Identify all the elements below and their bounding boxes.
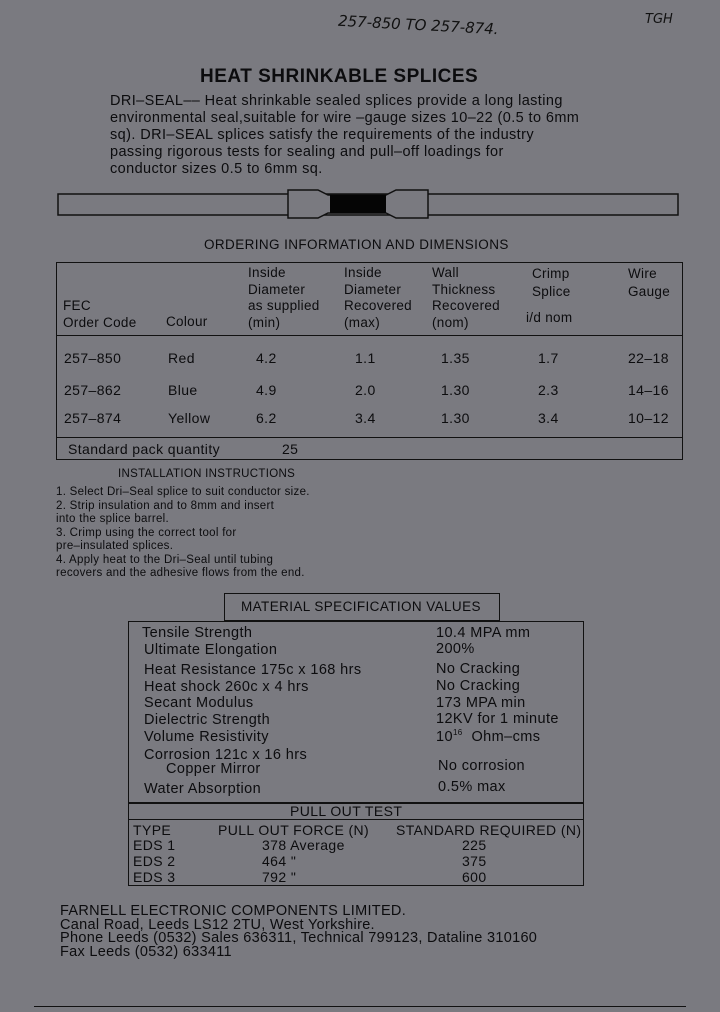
installation-line: 2. Strip insulation and to 8mm and insert <box>56 499 275 512</box>
cell-gauge: 14–16 <box>628 382 669 398</box>
pullout-standard: 375 <box>462 853 487 869</box>
table-row <box>0 350 720 370</box>
spec-label: Tensile Strength <box>142 625 253 641</box>
spec-value: 10.4 MPA mm <box>436 625 531 641</box>
spec-label: Dielectric Strength <box>144 712 271 728</box>
spec-label: Ultimate Elongation <box>144 642 278 658</box>
intro-line: environmental seal,suitable for wire –gauge sizes 10–22 (0.5 to 6mm <box>110 110 580 126</box>
pullout-standard: 225 <box>462 837 487 853</box>
cell-code: 257–874 <box>64 410 122 426</box>
spec-label: Corrosion 121c x 16 hrs <box>144 747 308 763</box>
pullout-header-force: PULL OUT FORCE (N) <box>218 822 370 838</box>
company-name: FARNELL ELECTRONIC COMPONENTS LIMITED. <box>60 903 407 919</box>
spec-label: Secant Modulus <box>144 695 254 711</box>
cell-code: 257–850 <box>64 350 122 366</box>
cell-wall: 1.35 <box>441 350 470 366</box>
company-address <box>60 905 537 959</box>
address-line: Canal Road, Leeds LS12 2TU, West Yorkshire. <box>60 916 375 933</box>
cell-recovered: 1.1 <box>355 350 376 366</box>
cell-gauge: 10–12 <box>628 410 669 426</box>
bottom-rule <box>34 1006 686 1007</box>
pullout-type: EDS 3 <box>133 869 176 885</box>
installation-list <box>56 486 310 581</box>
pullout-force: 464 " <box>262 853 297 869</box>
cell-colour: Red <box>168 350 195 366</box>
fax-line: Fax Leeds (0532) 633411 <box>60 943 232 960</box>
cell-recovered: 2.0 <box>355 382 376 398</box>
installation-line: into the splice barrel. <box>56 513 170 525</box>
installation-line: 3. Crimp using the correct tool for <box>56 526 237 539</box>
installation-line: recovers and the adhesive flows from the end. <box>56 567 305 579</box>
spec-label: Heat Resistance 175c x 168 hrs <box>144 662 362 678</box>
pullout-force: 378 Average <box>262 837 345 853</box>
pack-quantity-value: 25 <box>282 441 299 457</box>
handwritten-range: 257-850 TO 257-874. <box>337 11 499 39</box>
cell-supplied: 4.9 <box>256 382 277 398</box>
header-order-code: FEC Order Code <box>63 298 137 330</box>
page-title: HEAT SHRINKABLE SPLICES <box>200 66 479 87</box>
material-heading: MATERIAL SPECIFICATION VALUES <box>241 599 481 614</box>
cell-code: 257–862 <box>64 382 122 398</box>
intro-paragraph <box>110 93 579 178</box>
header-inside-recovered: Inside Diameter Recovered (max) <box>344 265 412 330</box>
header-inside-supplied: Inside Diameter as supplied (min) <box>248 265 320 330</box>
table-divider <box>56 335 683 336</box>
installation-heading: INSTALLATION INSTRUCTIONS <box>118 468 296 480</box>
table-row <box>0 410 720 430</box>
crimp-barrel <box>330 195 386 213</box>
pullout-standard: 600 <box>462 869 487 885</box>
spec-value: No corrosion <box>438 758 525 774</box>
table-divider <box>56 437 683 438</box>
spec-value: 0.5% max <box>438 779 506 795</box>
spec-label: Copper Mirror <box>166 761 261 777</box>
cell-colour: Yellow <box>168 410 211 426</box>
spec-label: Volume Resistivity <box>144 729 269 745</box>
pullout-header-standard: STANDARD REQUIRED (N) <box>396 822 582 838</box>
header-colour: Colour <box>166 314 208 329</box>
intro-line: conductor sizes 0.5 to 6mm sq. <box>110 161 323 177</box>
cell-crimp: 2.3 <box>538 382 559 398</box>
spec-value: 173 MPA min <box>436 695 526 711</box>
spec-label: Water Absorption <box>144 781 262 797</box>
cell-gauge: 22–18 <box>628 350 669 366</box>
header-wall-thickness: Wall Thickness Recovered (nom) <box>432 265 500 330</box>
cell-wall: 1.30 <box>441 410 470 426</box>
installation-line: 4. Apply heat to the Dri–Seal until tubing <box>56 553 274 566</box>
cell-crimp: 3.4 <box>538 410 559 426</box>
spec-value: $10^{16}$ Ohm–cms <box>436 728 541 745</box>
spec-value: 12KV for 1 minute <box>436 711 559 727</box>
cell-wall: 1.30 <box>441 382 470 398</box>
installation-line: pre–insulated splices. <box>56 540 174 552</box>
pullout-type: EDS 1 <box>133 837 176 853</box>
handwritten-initials: TGH <box>645 12 673 27</box>
table-row <box>0 382 720 402</box>
cell-recovered: 3.4 <box>355 410 376 426</box>
splice-diagram <box>56 186 682 222</box>
phone-line: Phone Leeds (0532) Sales 636311, Technical 799123, Dataline 310160 <box>60 930 538 946</box>
intro-line: passing rigorous tests for sealing and pull–off loadings for <box>110 144 504 160</box>
pullout-force: 792 " <box>262 869 297 885</box>
intro-line: DRI–SEAL–– Heat shrinkable sealed splices provide a long lasting <box>110 93 563 109</box>
pullout-type: EDS 2 <box>133 853 176 869</box>
spec-value: No Cracking <box>436 661 521 677</box>
pullout-heading: PULL OUT TEST <box>290 803 403 819</box>
spec-value: No Cracking <box>436 678 521 694</box>
pack-quantity-label: Standard pack quantity <box>68 441 221 457</box>
installation-line: 1. Select Dri–Seal splice to suit conductor size. <box>56 486 310 498</box>
ordering-heading: ORDERING INFORMATION AND DIMENSIONS <box>204 237 509 252</box>
spec-label: Heat shock 260c x 4 hrs <box>144 679 309 695</box>
pullout-header-type: TYPE <box>133 822 172 838</box>
header-wire-gauge: Wire Gauge <box>628 266 671 299</box>
cell-supplied: 6.2 <box>256 410 277 426</box>
intro-line: sq). DRI–SEAL splices satisfy the requirements of the industry <box>110 127 534 143</box>
spec-value: 200% <box>436 641 475 657</box>
cell-supplied: 4.2 <box>256 350 277 366</box>
cell-crimp: 1.7 <box>538 350 559 366</box>
header-crimp-splice: Crimp Splice i/d nom <box>526 266 573 325</box>
cell-colour: Blue <box>168 382 198 398</box>
